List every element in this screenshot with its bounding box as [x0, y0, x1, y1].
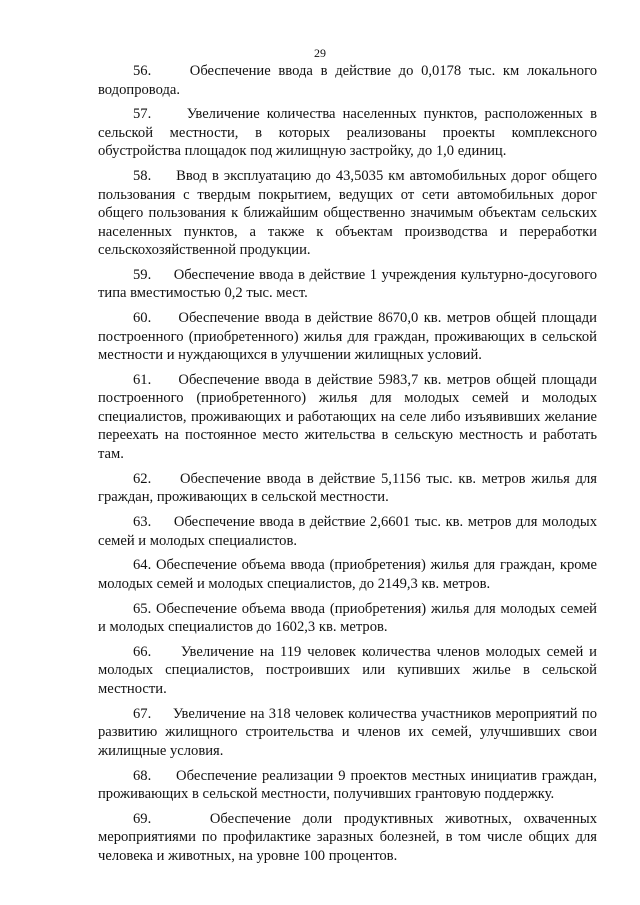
- document-body: [98, 62, 597, 872]
- list-item: 59. Обеспечение ввода в действие 1 учреждения культурно-досугового типа вместимостью 0,2 тыс. мест.: [98, 266, 597, 302]
- list-item: 65. Обеспечение объема ввода (приобретения) жилья для молодых семей и молодых специалистов до 1602,3 кв. метров.: [98, 600, 597, 636]
- list-item: 63. Обеспечение ввода в действие 2,6601 тыс. кв. метров для молодых семей и молодых специалистов.: [98, 514, 597, 549]
- list-item: 58. Ввод в эксплуатацию до 43,5035 км автомобильных дорог общего пользования с твердым покрытием, ведущих от сети автомобильных дорог общего пользования к ближайшим общественно значимым объектам сельских населенных пунктов, а также к объектам производства и переработки сельскохозяйственной продукции.: [98, 168, 597, 259]
- list-item: 62. Обеспечение ввода в действие 5,1156 тыс. кв. метров жилья для граждан, проживающих в сельской местности.: [98, 470, 597, 506]
- list-item: 69. Обеспечение доли продуктивных животных, охваченных мероприятиями по профилактике заразных болезней, в том числе общих для человека и животных, на уровне 100 процентов.: [98, 810, 597, 864]
- list-item: 57. Увеличение количества населенных пунктов, расположенных в сельской местности, в которых реализованы проекты комплексного обустройства площадок под жилищную застройку, до 1,0 единиц.: [98, 106, 597, 160]
- list-item: 60. Обеспечение ввода в действие 8670,0 кв. метров общей площади построенного (приобретенного) жилья для граждан, проживающих в сельской местности и нуждающихся в улучшении жилищных условий.: [98, 310, 597, 364]
- list-item: 68. Обеспечение реализации 9 проектов местных инициатив граждан, проживающих в сельской местности, получивших грантовую поддержку.: [98, 767, 597, 803]
- list-item: 64. Обеспечение объема ввода (приобретения) жилья для граждан, кроме молодых семей и молодых специалистов, до 2149,3 кв. метров.: [98, 557, 597, 592]
- list-item: 56. Обеспечение ввода в действие до 0,0178 тыс. км локального водопровода.: [98, 63, 597, 98]
- page-number: 29: [314, 46, 326, 60]
- list-item: 67. Увеличение на 318 человек количества участников мероприятий по развитию жилищного строительства и членов их семей, улучшивших свои жилищные условия.: [98, 705, 597, 759]
- list-item: 61. Обеспечение ввода в действие 5983,7 кв. метров общей площади построенного (приобретенного) жилья для молодых семей и молодых специалистов, проживающих и работающих на селе либо изъявивших желание переехать на постоянное место жительства в сельскую местность и работать там.: [98, 371, 597, 462]
- list-item: 66. Увеличение на 119 человек количества членов молодых семей и молодых специалистов, построивших или купивших жилье в сельской местности.: [98, 643, 597, 697]
